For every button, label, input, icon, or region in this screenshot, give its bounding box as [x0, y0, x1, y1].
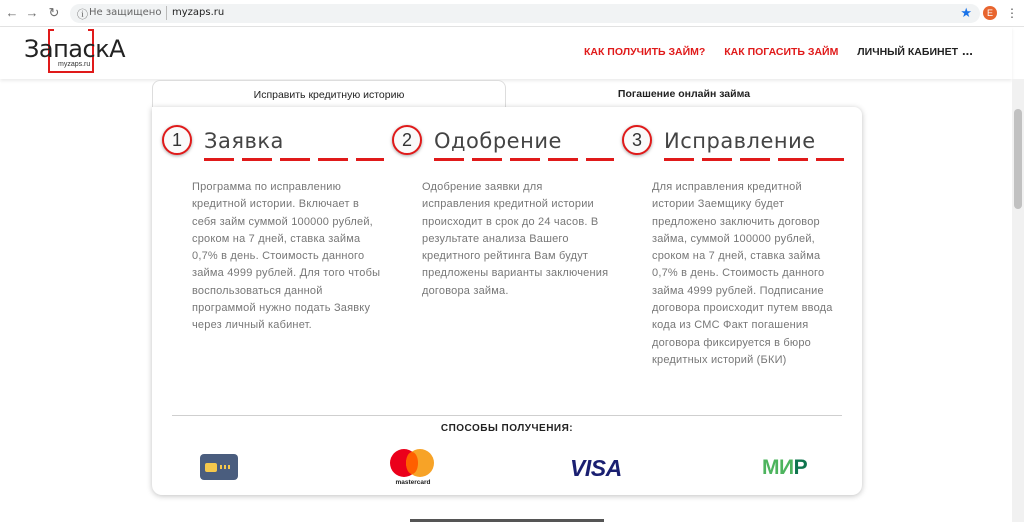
tab-online-repayment[interactable]	[506, 80, 862, 108]
step-number-badge: 2	[392, 125, 422, 155]
step-description: Программа по исправлению кредитной истории. Включает в себя займ суммой 100000 рублей, сроком на 7 дней, ставка займа 0,7% в день. Стоимость данного займа 4999 рублей. Для того чтобы воспользоваться данной программой нужно подать Заявку через личный кабинет.	[192, 181, 381, 332]
address-bar[interactable]	[70, 4, 980, 23]
nav-more-button[interactable]: ...	[962, 43, 973, 58]
info-icon[interactable]: ⓘ	[77, 9, 88, 21]
forward-icon[interactable]: →	[25, 5, 39, 20]
visa-label: VISA	[570, 455, 622, 481]
mir-label-part-b: Р	[793, 456, 808, 479]
step-number-badge: 3	[622, 125, 652, 155]
card-number-dots	[220, 465, 232, 469]
step-title: Заявка	[204, 129, 284, 153]
step-underline	[434, 158, 614, 161]
nav-how-to-repay-loan[interactable]: КАК ПОГАСИТЬ ЗАЙМ	[724, 46, 839, 58]
nav-how-to-get-loan[interactable]: КАК ПОЛУЧИТЬ ЗАЙМ?	[583, 46, 706, 58]
step-underline	[204, 158, 384, 161]
payment-methods-title: СПОСОБЫ ПОЛУЧЕНИЯ:	[440, 423, 574, 434]
step-title: Исправление	[664, 129, 816, 153]
scrollbar-thumb[interactable]	[1014, 109, 1022, 209]
tab-label: Исправить кредитную историю	[253, 89, 405, 101]
tab-label: Погашение онлайн займа	[617, 88, 751, 100]
profile-avatar[interactable]: E	[983, 6, 997, 20]
mastercard-logo	[388, 447, 438, 489]
reload-icon[interactable]: ↻	[48, 5, 60, 20]
step-title: Одобрение	[434, 129, 562, 153]
bank-card-icon	[200, 454, 238, 480]
step-underline	[664, 158, 844, 161]
browser-toolbar	[0, 0, 1024, 27]
step-number-badge: 1	[162, 125, 192, 155]
bookmark-star-icon[interactable]: ★	[960, 5, 972, 20]
site-header	[0, 27, 1012, 79]
main-nav	[568, 46, 958, 58]
tab-content-card	[152, 107, 862, 495]
section-divider	[172, 415, 842, 416]
mastercard-label: mastercard	[395, 479, 431, 486]
step-description: Для исправления кредитной истории Заемщику будет предложено заключить договор займа, суммой 100000 рублей, сроком на 7 дней, ставка займа 0,7% в день. Стоимость данного займа 4999 рублей. Подписание договора происходит путем ввода кода из СМС Факт погашения договора фиксируется в бюро кредитных историй (БКИ)	[652, 181, 833, 366]
step-description: Одобрение заявки для исправления кредитной истории происходит в срок до 24 часов. В результате анализа Вашего кредитного рейтинга Вам будут предложены варианты заключения договора займа.	[422, 181, 609, 297]
site-logo[interactable]	[24, 29, 124, 77]
nav-personal-account[interactable]: ЛИЧНЫЙ КАБИНЕТ	[857, 46, 958, 58]
logo-text: ЗапаскА	[24, 35, 126, 63]
back-icon[interactable]: ←	[5, 5, 19, 20]
mastercard-overlap	[406, 452, 418, 474]
browser-menu-icon[interactable]: ⋮	[1006, 6, 1018, 20]
card-chip	[205, 463, 217, 472]
address-separator	[166, 6, 167, 20]
tab-fix-credit-history[interactable]	[152, 80, 506, 108]
visa-logo	[570, 455, 622, 482]
mir-logo	[762, 456, 807, 480]
mir-label-part-a: МИ	[762, 456, 794, 479]
security-status: Не защищено	[89, 7, 162, 18]
page-scrollbar[interactable]	[1012, 79, 1024, 522]
logo-subtext: myzaps.ru	[58, 61, 91, 68]
url-text[interactable]: myzaps.ru	[172, 7, 225, 18]
